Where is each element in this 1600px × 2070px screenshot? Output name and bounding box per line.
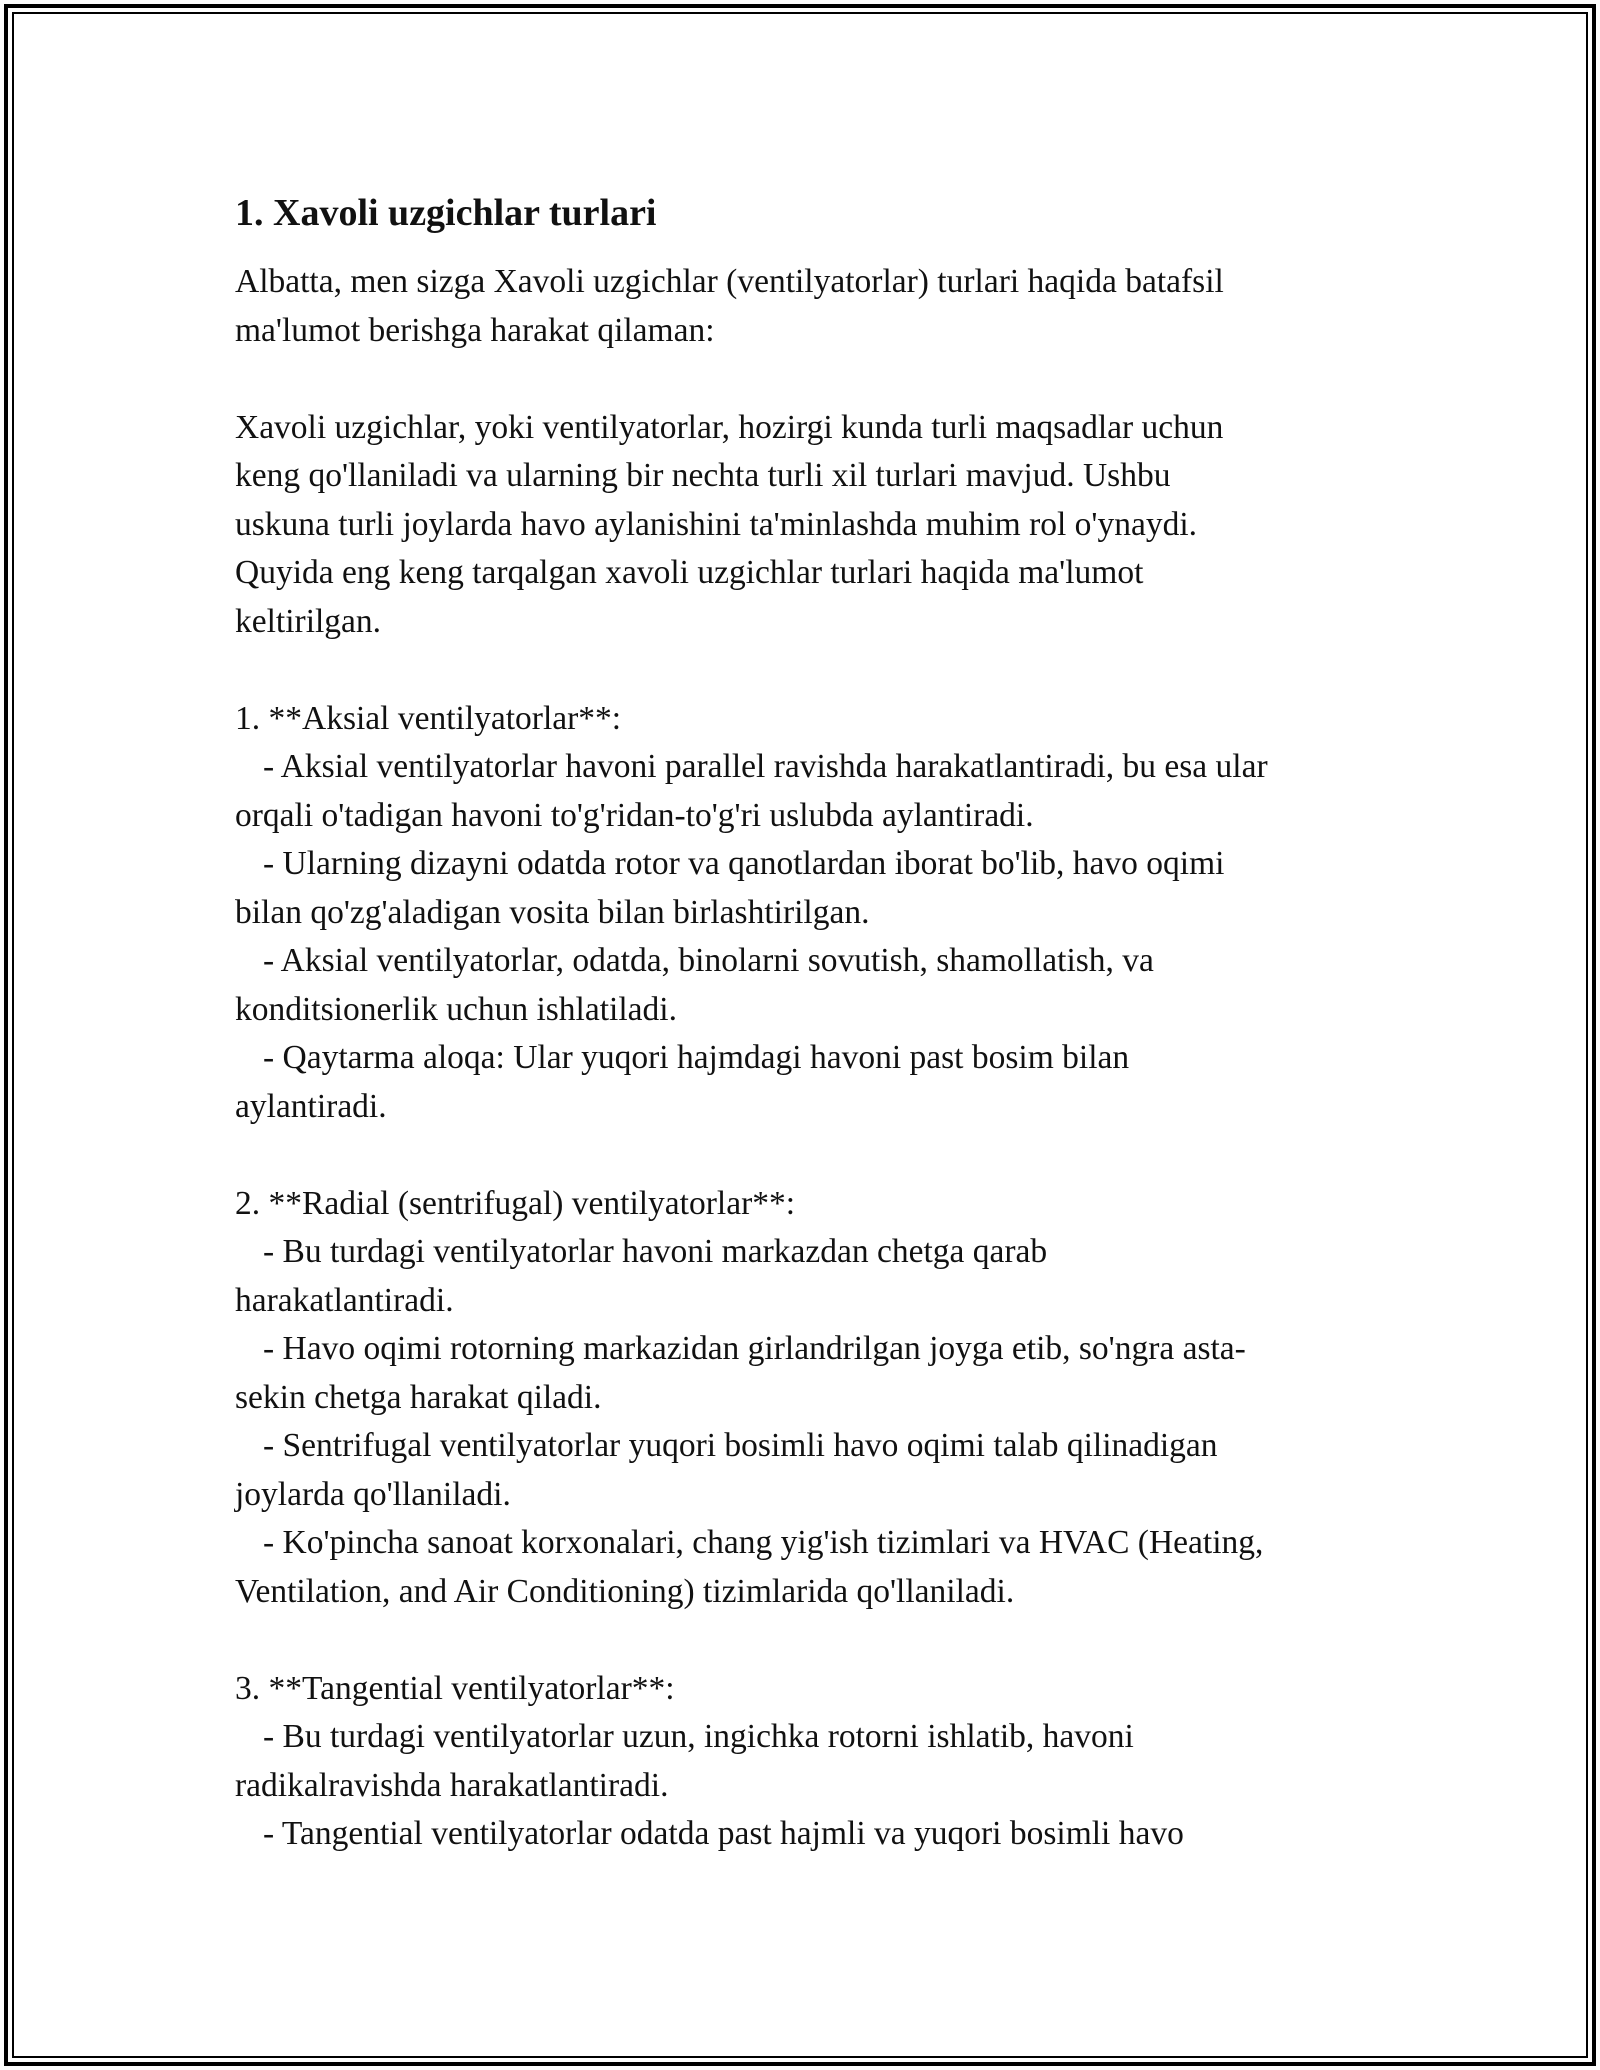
bullet-text: - Sentrifugal ventilyatorlar yuqori bosimli havo oqimi talab qilinadigan bbox=[263, 1427, 1218, 1464]
text-line: konditsionerlik uchun ishlatiladi. bbox=[235, 990, 677, 1028]
blank-line bbox=[235, 646, 1375, 695]
text-line: harakatlantiradi. bbox=[235, 1281, 454, 1319]
bullet-text: - Ko'pincha sanoat korxonalari, chang yig'ish tizimlari va HVAC (Heating, bbox=[263, 1524, 1264, 1561]
section-heading: 1. Xavoli uzgichlar turlari bbox=[235, 192, 657, 234]
bullet-text: - Bu turdagi ventilyatorlar uzun, ingichka rotorni ishlatib, havoni bbox=[263, 1718, 1134, 1755]
text-line: ma'lumot berishga harakat qilaman: bbox=[235, 311, 715, 349]
list-bullet-line bbox=[235, 1713, 1375, 1762]
list-bullet-line bbox=[235, 1422, 1375, 1471]
blank-line bbox=[235, 1131, 1375, 1180]
list-item-heading: 1. **Aksial ventilyatorlar**: bbox=[235, 699, 622, 737]
text-line: sekin chetga harakat qiladi. bbox=[235, 1378, 602, 1416]
list-item-heading: 2. **Radial (sentrifugal) ventilyatorlar**: bbox=[235, 1184, 796, 1222]
text-line: joylarda qo'llaniladi. bbox=[235, 1475, 511, 1513]
text-line: Ventilation, and Air Conditioning) tizimlarida qo'llaniladi. bbox=[235, 1572, 1015, 1610]
bullet-text: - Aksial ventilyatorlar havoni parallel ravishda harakatlantiradi, bu esa ular bbox=[263, 748, 1268, 785]
bullet-text: - Qaytarma aloqa: Ular yuqori hajmdagi havoni past bosim bilan bbox=[263, 1039, 1130, 1076]
blank-line bbox=[235, 355, 1375, 404]
bullet-text: - Tangential ventilyatorlar odatda past hajmli va yuqori bosimli havo bbox=[263, 1815, 1184, 1852]
bullet-text: - Bu turdagi ventilyatorlar havoni markazdan chetga qarab bbox=[263, 1233, 1048, 1270]
bullet-text: - Ularning dizayni odatda rotor va qanotlardan iborat bo'lib, havo oqimi bbox=[263, 845, 1225, 882]
text-line: aylantiradi. bbox=[235, 1087, 387, 1125]
text-line: orqali o'tadigan havoni to'g'ridan-to'g'ri uslubda aylantiradi. bbox=[235, 796, 1034, 834]
blank-line bbox=[235, 1616, 1375, 1665]
list-bullet-line bbox=[235, 1034, 1375, 1083]
text-line: uskuna turli joylarda havo aylanishini ta'minlashda muhim rol o'ynaydi. bbox=[235, 505, 1197, 543]
list-bullet-line bbox=[235, 937, 1375, 986]
list-item-heading: 3. **Tangential ventilyatorlar**: bbox=[235, 1669, 675, 1707]
text-line: radikalravishda harakatlantiradi. bbox=[235, 1766, 669, 1804]
list-bullet-line bbox=[235, 1519, 1375, 1568]
list-bullet-line bbox=[235, 743, 1375, 792]
text-line: bilan qo'zg'aladigan vosita bilan birlashtirilgan. bbox=[235, 893, 870, 931]
text-line: keltirilgan. bbox=[235, 602, 382, 640]
list-bullet-line bbox=[235, 1325, 1375, 1374]
bullet-text: - Havo oqimi rotorning markazidan girlandrilgan joyga etib, so'ngra asta- bbox=[263, 1330, 1246, 1367]
text-line: Xavoli uzgichlar, yoki ventilyatorlar, hozirgi kunda turli maqsadlar uchun bbox=[235, 408, 1224, 446]
list-bullet-line bbox=[235, 1228, 1375, 1277]
list-bullet-line bbox=[235, 840, 1375, 889]
text-line: keng qo'llaniladi va ularning bir nechta turli xil turlari mavjud. Ushbu bbox=[235, 457, 1171, 494]
text-line: Quyida eng keng tarqalgan xavoli uzgichlar turlari haqida ma'lumot bbox=[235, 554, 1144, 591]
list-bullet-line bbox=[235, 1810, 1375, 1859]
bullet-text: - Aksial ventilyatorlar, odatda, binolarni sovutish, shamollatish, va bbox=[263, 942, 1154, 979]
document-body bbox=[235, 188, 1375, 1859]
text-line: Albatta, men sizga Xavoli uzgichlar (ventilyatorlar) turlari haqida batafsil bbox=[235, 263, 1224, 300]
